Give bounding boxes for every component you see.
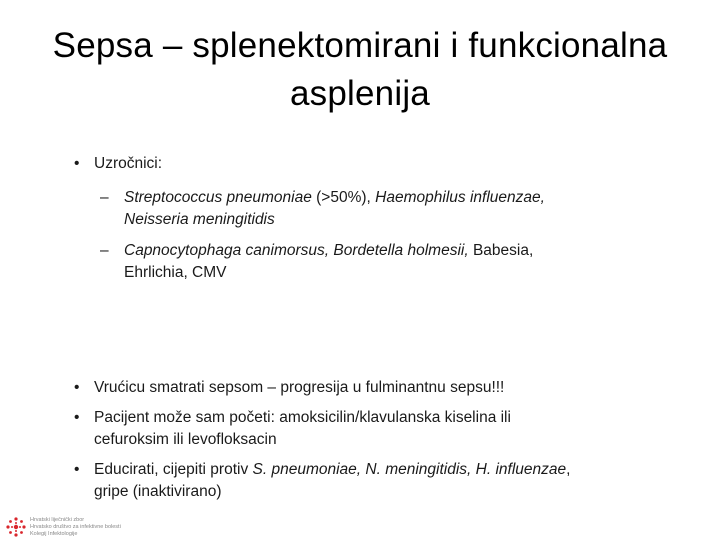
bullet-fever-sepsis: Vrućicu smatrati sepsom – progresija u fulminantnu sepsu!!! xyxy=(94,379,505,396)
sub-item-1-line-2: Neisseria meningitidis xyxy=(124,211,275,228)
logo-text-line-3: Kolegij Infektologije xyxy=(30,531,78,537)
slide-title-line-2: asplenija xyxy=(290,74,430,113)
slide-title-line-1: Sepsa – splenektomirani i funkcionalna xyxy=(52,26,668,65)
bullet-educate-line-2: gripe (inaktivirano) xyxy=(94,483,222,500)
sub-item-2-babesia: Babesia, xyxy=(468,242,534,259)
bullet-educate-pathogens: S. pneumoniae, N. meningitidis, H. influenzae xyxy=(252,461,567,478)
sub-item-1-line-1 xyxy=(124,187,694,209)
bullet-educate-suffix: , xyxy=(566,461,571,478)
bullet-educate-line-1 xyxy=(94,459,694,481)
sub-dash: – xyxy=(100,242,109,259)
sub-item-2-line-2: Ehrlichia, CMV xyxy=(124,264,227,281)
sub-item-1-pathogen-b: Haemophilus influenzae, xyxy=(375,189,545,206)
sub-item-2-pathogens: Capnocytophaga canimorsus, Bordetella holmesii, xyxy=(124,242,469,259)
sub-dash: – xyxy=(100,189,109,206)
society-logo xyxy=(4,515,144,539)
society-logo-icon xyxy=(4,515,28,539)
bullet-self-treatment-line-2: cefuroksim ili levofloksacin xyxy=(94,431,277,448)
sub-item-1-pathogen-a: Streptococcus pneumoniae xyxy=(124,189,312,206)
bullet-causes-label: Uzročnici: xyxy=(94,155,163,172)
logo-text-line-2: Hrvatsko društvo za infektivne bolesti xyxy=(30,524,121,530)
sub-item-1-percent: (>50%), xyxy=(311,189,376,206)
bullet-self-treatment-line-1: Pacijent može sam početi: amoksicilin/klavulanska kiselina ili xyxy=(94,409,511,426)
sub-item-2-line-1 xyxy=(124,240,694,262)
bullet-educate-prefix: Educirati, cijepiti protiv xyxy=(94,461,253,478)
logo-text-line-1: Hrvatski liječnički zbor xyxy=(30,517,85,523)
society-logo-text xyxy=(30,517,121,538)
slide-title xyxy=(20,22,700,118)
